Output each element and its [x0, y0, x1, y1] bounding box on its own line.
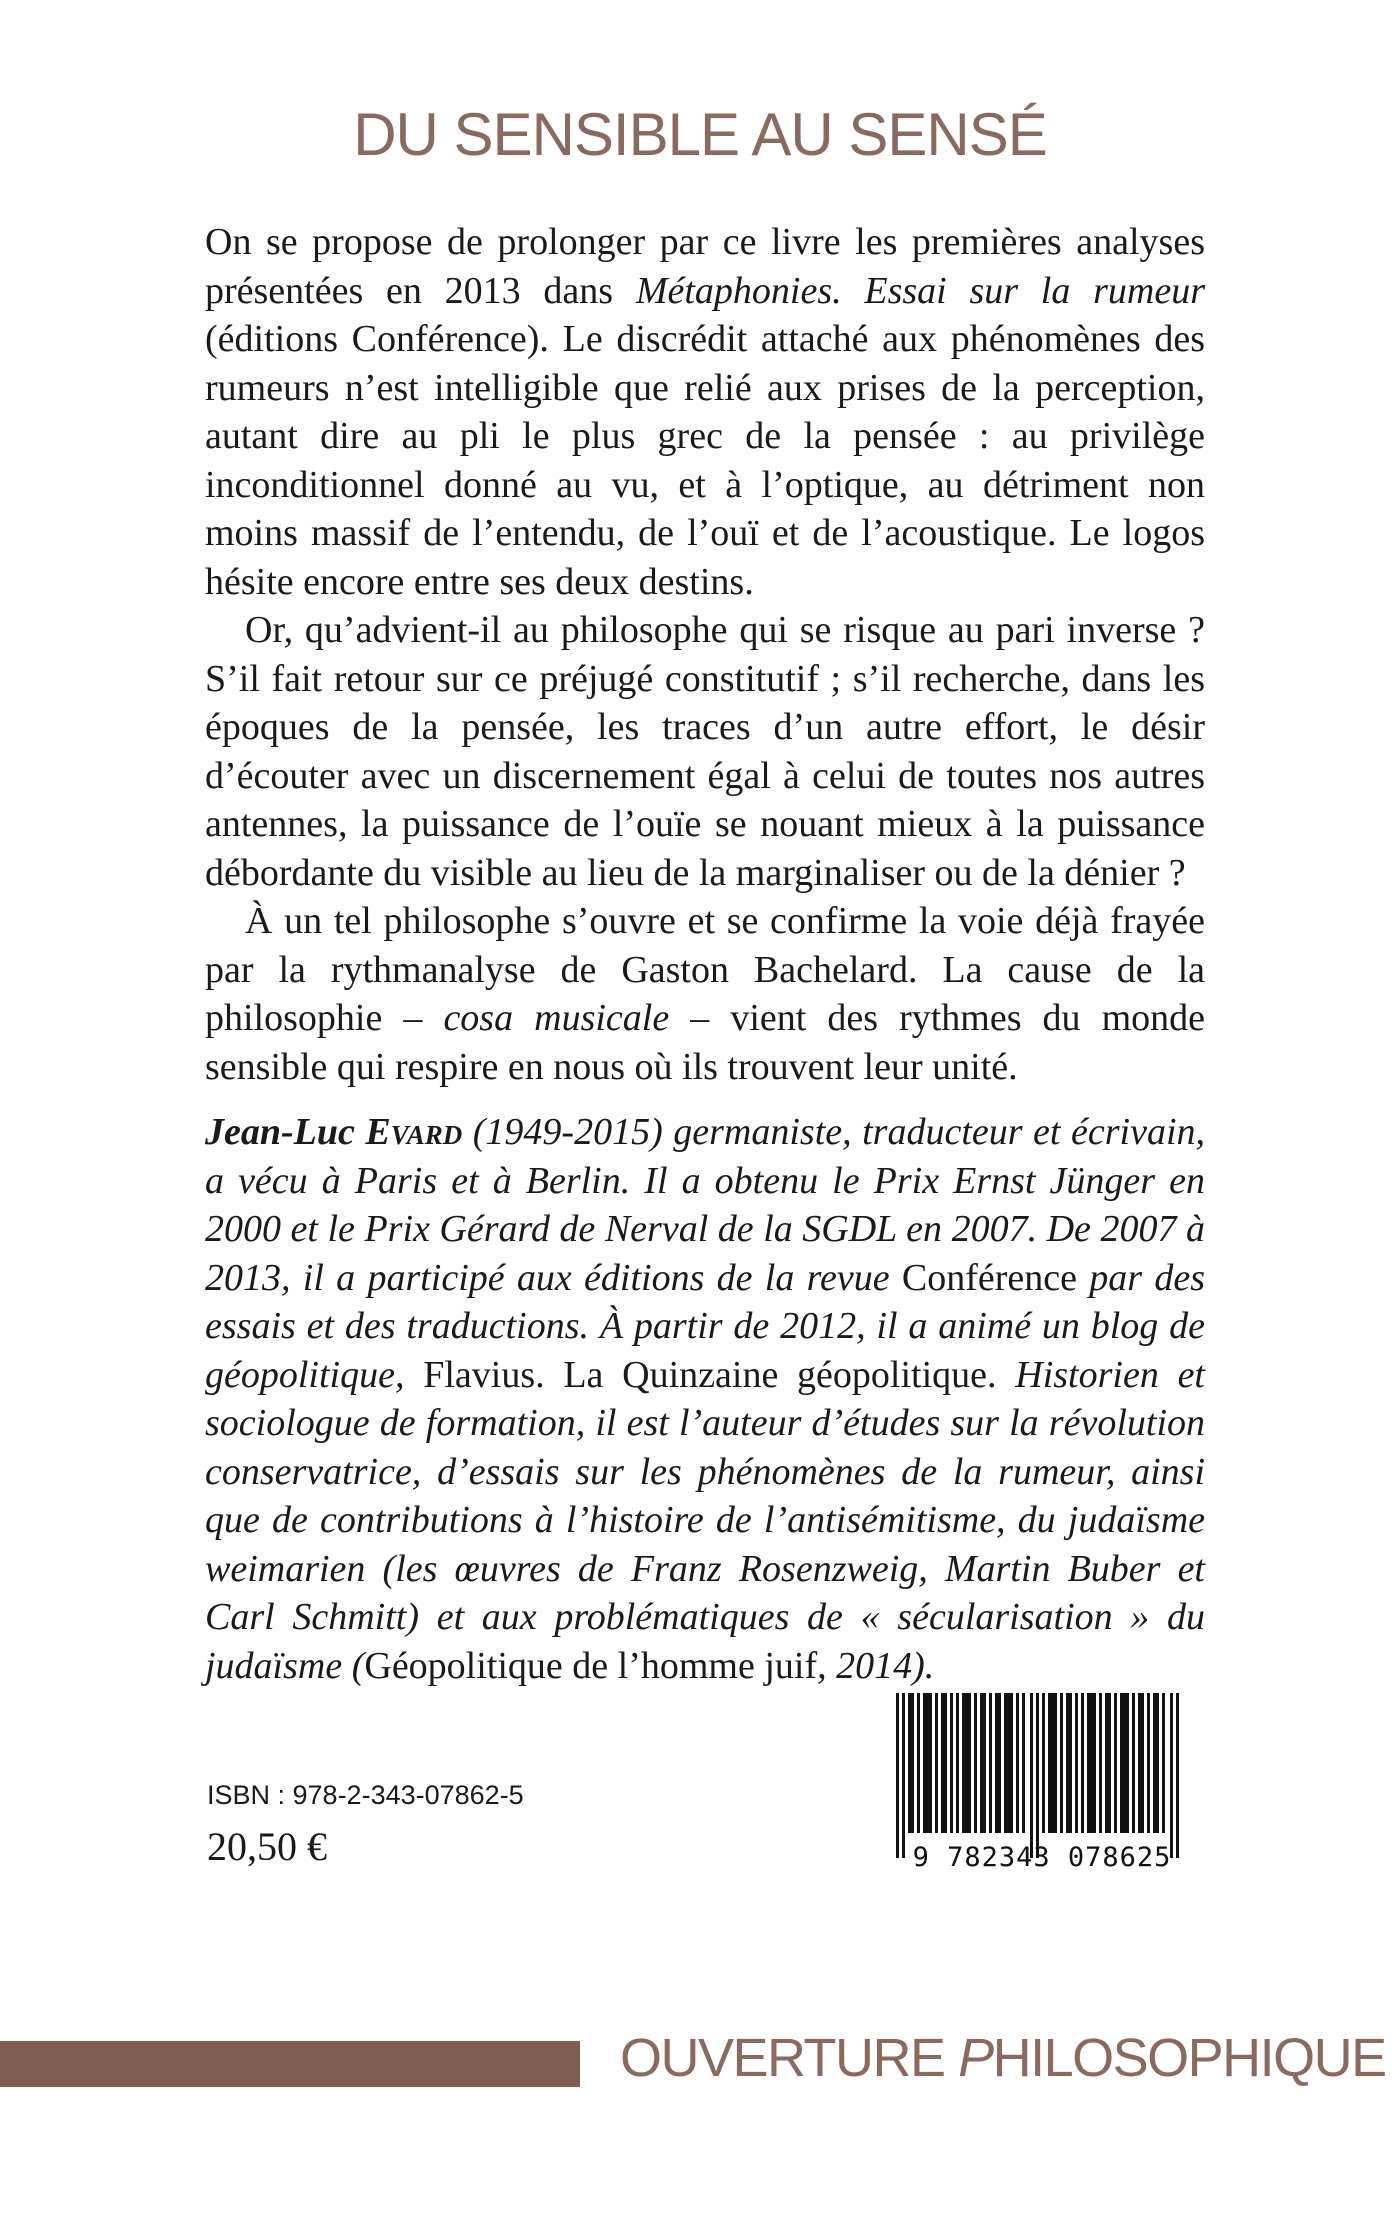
isbn: ISBN : 978-2-343-07862-5 — [207, 1780, 524, 1810]
cited-book-title: Métaphonies. Essai sur la rumeur — [635, 269, 1205, 312]
book-title: DU SENSIBLE AU SENSÉ — [353, 101, 1047, 168]
synopsis-paragraph-3 — [205, 897, 1205, 1091]
collection-name-italic-initial: P — [958, 2028, 993, 2088]
bio-text-2: par des essais et des traductions. À partir de 2012, il a animé un blog de géopolitique, — [205, 1256, 1205, 1396]
bio-journal-name: Conférence — [901, 1256, 1077, 1299]
collection-name-part-1: OUVERTURE — [620, 2028, 959, 2088]
author-name — [205, 1111, 462, 1153]
price: 20,50 € — [207, 1824, 327, 1869]
author-name-smallcaps: vard — [390, 1111, 463, 1153]
bio-text-4: , 2014). — [817, 1644, 935, 1687]
synopsis — [205, 218, 1205, 1091]
barcode-digits: 9 782343 078625 — [912, 1842, 1172, 1873]
bio-book-title: Géopolitique de l’homme juif — [364, 1644, 818, 1687]
cosa-musicale-phrase: cosa musicale — [443, 997, 670, 1039]
collection-name-part-3: HILOSOPHIQUE — [992, 2028, 1386, 2088]
synopsis-p3-text-a: À un tel philosophe s’ouvre et se confirme la voie déjà frayée par la rythmanalyse de Gaston Bachelard. La cause de la philosophie – — [205, 900, 1205, 1039]
synopsis-p1-text-a: On se propose de prolonger par ce livre les premières analyses présentées en 2013 dans — [205, 221, 1205, 312]
bio-text-1: (1949-2015) germaniste, traducteur et écrivain, a vécu à Paris et à Berlin. Il a obtenu le Prix Ernst Jünger en 2000 et le Prix Gérard de Nerval de la SGDL en 2007. De 2007 à 2013, il a participé aux éditions de la revue — [205, 1111, 1205, 1299]
author-bio — [205, 1108, 1205, 1690]
synopsis-paragraph-2: Or, qu’advient-il au philosophe qui se risque au pari inverse ? S’il fait retour sur ce préjugé constitutif ; s’il recherche, dans les époques de la pensée, les traces d’un autre effort, le désir d’écouter avec un discernement égal à celui de toutes nos autres antennes, la puissance de l’ouïe se nouant mieux à la puissance débordante du visible au lieu de la marginaliser ou de la dénier ? — [205, 609, 1205, 894]
synopsis-p1-text-b: (éditions Conférence). Le discrédit attaché aux phénomènes des rumeurs n’est intelligible que relié aux prises de la perception, autant dire au pli le plus grec de la pensée : au privilège inconditionnel donné au vu, et à l’optique, au détriment non moins massif de l’entendu, de l’ouï et de l’acoustique. Le logos hésite encore entre ses deux destins. — [205, 318, 1205, 603]
bio-text-3: Historien et sociologue de formation, il est l’auteur d’études sur la révolution conservatrice, d’essais sur les phénomènes de la rumeur, ainsi que de contributions à l’histoire de l’antisémitisme, du judaïsme weimarien (les œuvres de Franz Rosenzweig, Martin Buber et Carl Schmitt) et aux problématiques de « sécularisation » du judaïsme ( — [205, 1353, 1205, 1687]
collection-name — [620, 2027, 1386, 2089]
author-name-first: Jean-Luc E — [205, 1111, 391, 1153]
bio-blog-name: Flavius. La Quinzaine géopolitique. — [423, 1353, 997, 1396]
collection-bar — [0, 2041, 580, 2087]
synopsis-p3-text-b: – vient des rythmes du monde sensible qui respire en nous où ils trouvent leur unité. — [205, 997, 1206, 1088]
synopsis-paragraph-1 — [205, 218, 1205, 606]
